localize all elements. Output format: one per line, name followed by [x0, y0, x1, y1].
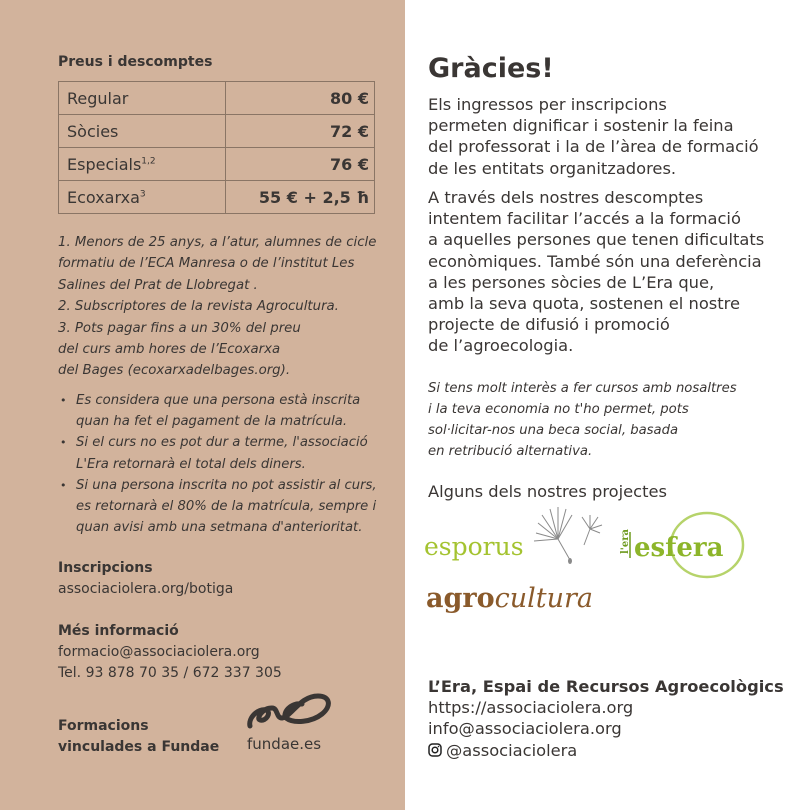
agrocultura-logo[interactable]: agrocultura: [426, 583, 593, 614]
fundae-link[interactable]: fundae.es: [247, 735, 322, 753]
footnotes: [58, 232, 388, 382]
price-label: Sòcies: [59, 115, 226, 148]
footnote-line: 2. Subscriptores de la revista Agrocultura.: [58, 299, 339, 315]
footnote-line: Salines del Prat de Llobregat .: [58, 277, 258, 293]
svg-text:l'era: l'era: [620, 529, 631, 554]
price-label: Especials$^{1,2}$: [59, 148, 226, 181]
fundae-logo-icon: [244, 690, 334, 732]
table-row: [59, 82, 375, 115]
inscriptions-link[interactable]: associaciolera.org/botiga: [58, 581, 234, 597]
footnote-line: del curs amb hores de l’Ecoxarxa: [58, 342, 281, 358]
list-item: • Si una persona inscrita no pot assistir al curs, es retornarà el 80% de la matrícula, sempre i quan avisi amb una setmana d'anterioritat.: [58, 475, 388, 539]
price-value: 72 €: [226, 115, 375, 148]
price-label: Ecoxarxa$^3$: [59, 181, 226, 214]
instagram-link[interactable]: @associaciolera: [428, 740, 577, 761]
footnote-line: 1. Menors de 25 anys, a l’atur, alumnes de cicle: [58, 235, 377, 250]
conditions-list: [58, 390, 388, 538]
table-row: [59, 148, 375, 181]
price-table: [58, 81, 375, 214]
table-row: [59, 115, 375, 148]
esporus-logo[interactable]: esporus: [424, 532, 524, 561]
list-item: • Si el curs no es pot dur a terme, l'associació L'Era retornarà el total dels diners.: [58, 432, 388, 474]
website-link[interactable]: https://associaciolera.org: [428, 698, 634, 718]
scholarship-note: Si tens molt interès a fer cursos amb nosaltres i la teva economia no t'ho permet, pots sol·licitar-nos una beca social, basada en retribució alternativa.: [428, 381, 737, 459]
footnote-line: del Bages (ecoxarxadelbages.org).: [58, 363, 291, 379]
svg-text:esfera: esfera: [634, 533, 724, 563]
inscriptions-title: Inscripcions: [58, 560, 153, 576]
fundae-title: Formacions vinculades a Fundae: [58, 718, 220, 755]
price-value: 76 €: [226, 148, 375, 181]
paragraph-income: Els ingressos per inscripcions permeten dignificar i sostenir la feina del professorat i la de l’àrea de formació de les entitats organitzadores.: [428, 95, 759, 178]
organization-name: L’Era, Espai de Recursos Agroecològics: [428, 677, 784, 696]
prices-title: Preus i descomptes: [58, 54, 213, 70]
esfera-logo[interactable]: [612, 510, 752, 580]
table-row: [59, 181, 375, 214]
more-info-phone: Tel. 93 878 70 35 / 672 337 305: [58, 665, 282, 681]
list-item: • Es considera que una persona està inscrita quan ha fet el pagament de la matrícula.: [58, 390, 388, 432]
more-info-title: Més informació: [58, 623, 179, 639]
more-info-email[interactable]: formacio@associaciolera.org: [58, 644, 260, 660]
thanks-title: Gràcies!: [428, 53, 554, 84]
footnote-line: formatiu de l’ECA Manresa o de l’institut Les: [58, 256, 355, 272]
projects-title: Alguns dels nostres projectes: [428, 482, 667, 501]
paragraph-discounts: A través dels nostres descomptes intentem facilitar l’accés a la formació a aquelles persones que tenen dificultats econòmiques. També són una deferència a les persones sòcies de L’Era que, amb la seva quota, sostenen el nostre projecte de difusió i promoció de l’agroecologia.: [428, 188, 765, 356]
email-link[interactable]: info@associaciolera.org: [428, 719, 622, 739]
contact-block: [428, 676, 784, 762]
price-value: 80 €: [226, 82, 375, 115]
price-value: 55 € + 2,5 ħ: [226, 181, 375, 214]
instagram-icon: [428, 743, 442, 757]
footnote-line: 3. Pots pagar fins a un 30% del preu: [58, 320, 301, 336]
price-label: Regular: [59, 82, 226, 115]
dandelion-icon: [530, 505, 610, 565]
